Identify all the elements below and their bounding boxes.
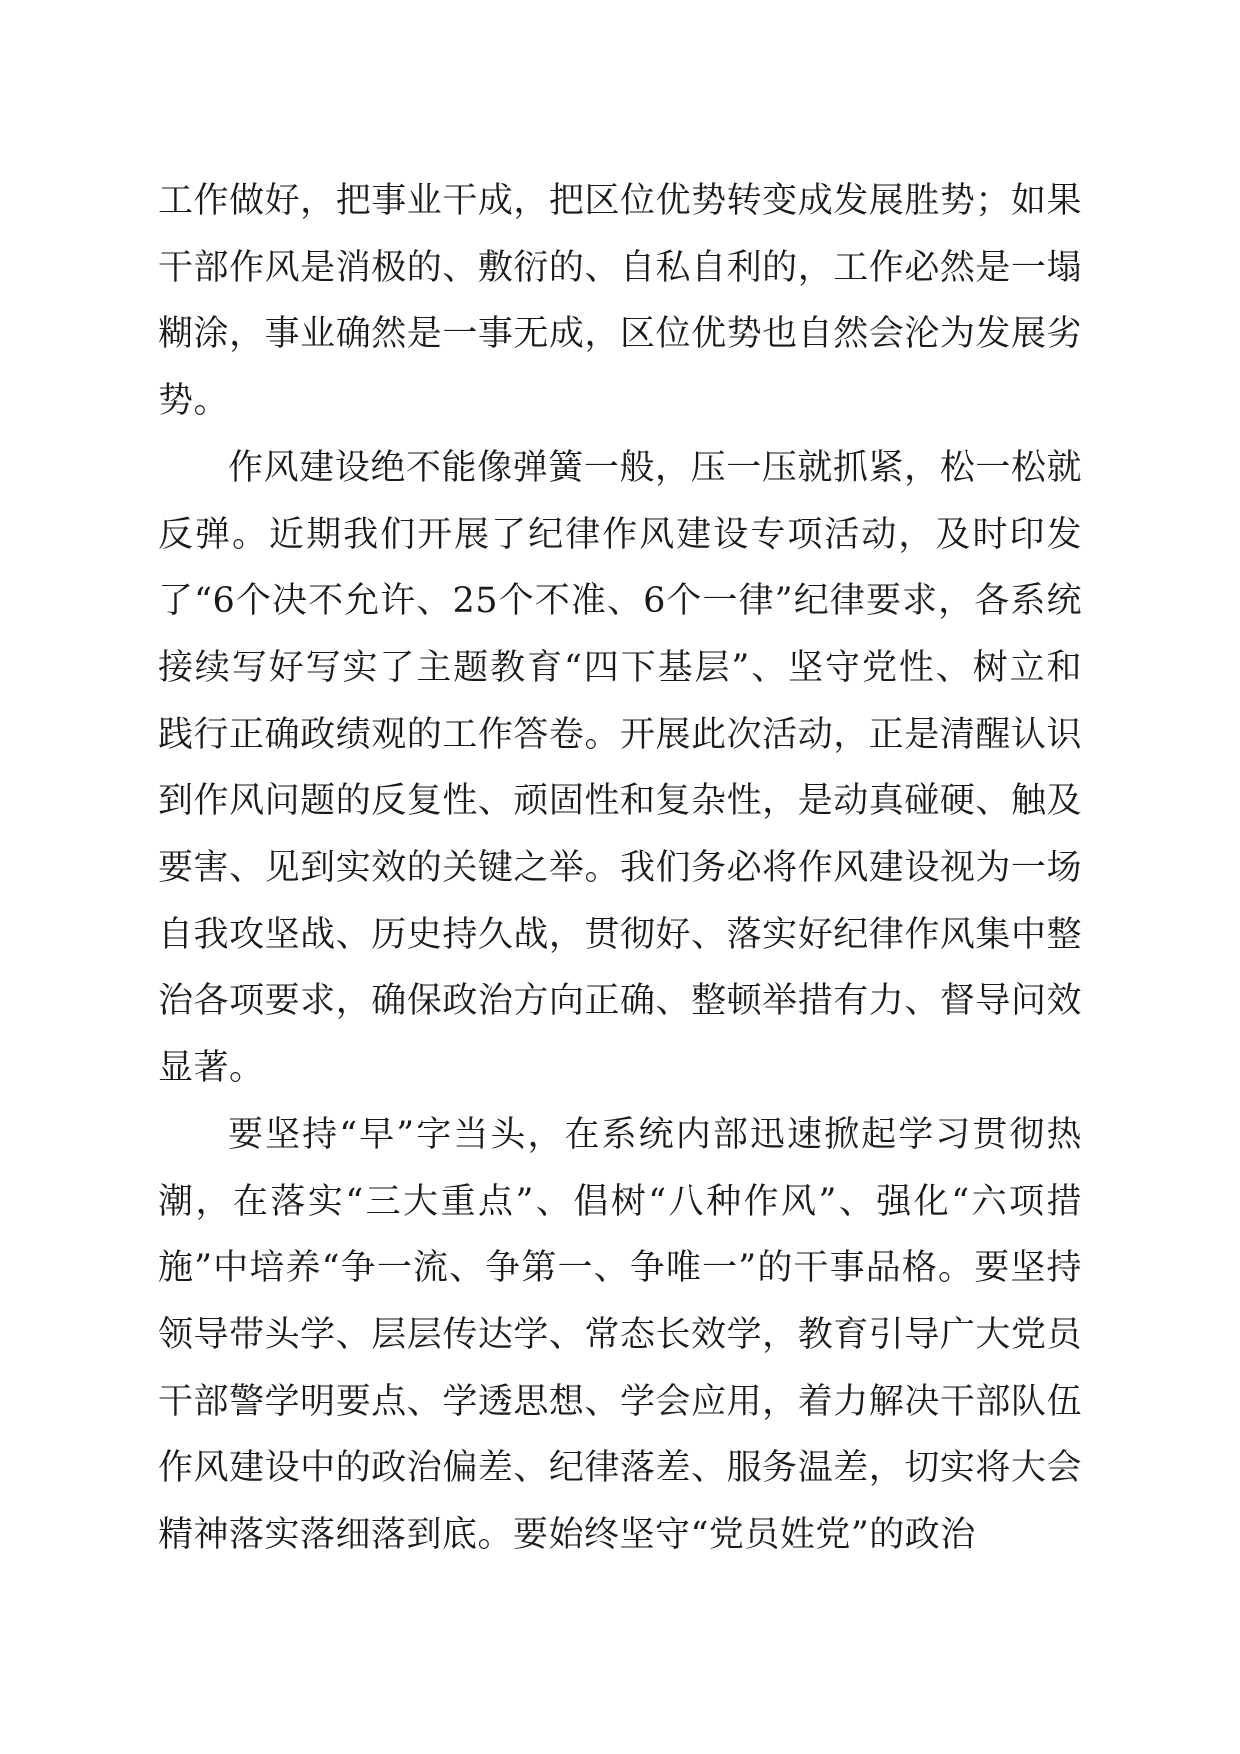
paragraph-style-building: 作风建设绝不能像弹簧一般，压一压就抓紧，松一松就反弹。近期我们开展了纪律作风建设专项活动，及时印发了“6个决不允许、25个不准、6个一律”纪律要求，各系统接续写好写实了主题教育“四下基层”、坚守党性、树立和践行正确政绩观的工作答卷。开展此次活动，正是清醒认识到作风问题的反复性、顽固性和复杂性，是动真碰硬、触及要害、见到实效的关键之举。我们务必将作风建设视为一场自我攻坚战、历史持久战，贯彻好、落实好纪律作风集中整治各项要求，确保政治方向正确、整顿举措有力、督导问效显著。 — [158, 447, 1082, 1089]
paragraph-continuation: 工作做好，把事业干成，把区位优势转变成发展胜势；如果干部作风是消极的、敷衍的、自私自利的，工作必然是一塌糊涂，事业确然是一事无成，区位优势也自然会沦为发展劣势。 — [158, 181, 1082, 422]
document-body — [158, 168, 1082, 1569]
paragraph-early-action: 要坚持“早”字当头，在系统内部迅速掀起学习贯彻热潮，在落实“三大重点”、倡树“八种作风”、强化“六项措施”中培养“争一流、争第一、争唯一”的干事品格。要坚持领导带头学、层层传达学、常态长效学，教育引导广大党员干部警学明要点、学透思想、学会应用，着力解决干部队伍作风建设中的政治偏差、纪律落差、服务温差，切实将大会精神落实落细落到底。要始终坚守“党员姓党”的政治 — [158, 1114, 1082, 1556]
